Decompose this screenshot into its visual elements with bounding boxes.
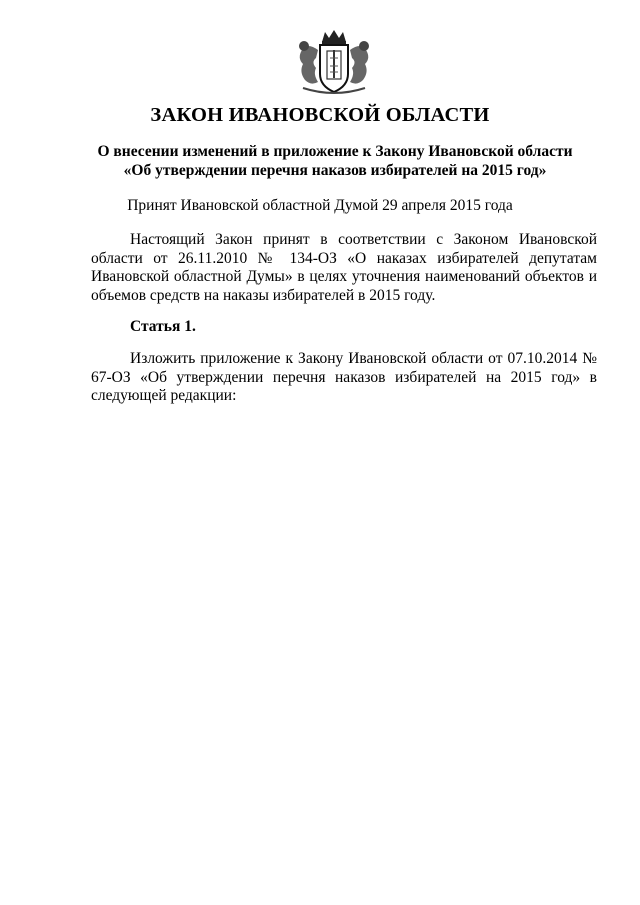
adoption-date-line: Принят Ивановской областной Думой 29 апреля 2015 года — [127, 197, 513, 214]
article-heading: Статья 1. — [130, 318, 196, 335]
coat-of-arms-icon — [289, 28, 379, 96]
document-title: ЗАКОН ИВАНОВСКОЙ ОБЛАСТИ — [150, 104, 490, 126]
article-1-paragraph: Изложить приложение к Закону Ивановской области от 07.10.2014 № 67-ОЗ «Об утверждении перечня наказов избирателей на 2015 год» в следующей редакции: — [91, 350, 597, 404]
preamble-paragraph: Настоящий Закон принят в соответствии с Законом Ивановской области от 26.11.2010 № 134-ОЗ «О наказах избирателей депутатам Ивановской областной Думы» в целях уточнения наименований объектов и объемов средств на наказы избирателей в 2015 году. — [91, 231, 597, 304]
subtitle-line-1: О внесении изменений в приложение к Закону Ивановской области — [97, 143, 573, 160]
document-subtitle — [80, 142, 590, 180]
subtitle-line-2: «Об утверждении перечня наказов избирателей на 2015 год» — [123, 162, 547, 179]
